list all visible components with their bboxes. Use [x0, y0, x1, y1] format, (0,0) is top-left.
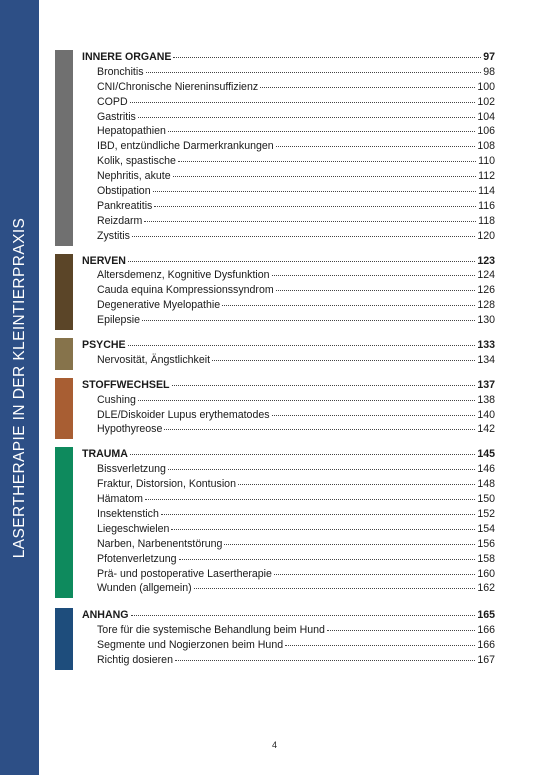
entry-page-number: 166: [477, 624, 495, 637]
entry-page-number: 150: [477, 493, 495, 506]
dot-leader: [144, 221, 476, 222]
entry-page-number: 152: [477, 507, 495, 520]
toc-entry[interactable]: [82, 124, 495, 139]
page-number: 4: [271, 740, 277, 750]
toc-entry[interactable]: [82, 653, 495, 668]
entry-label: Nervosität, Ängstlichkeit: [97, 353, 211, 366]
entry-label: TRAUMA: [82, 448, 128, 461]
toc-entry[interactable]: [82, 169, 495, 184]
toc-section-innere-organe: [55, 50, 495, 244]
entry-page-number: 104: [477, 110, 495, 123]
entry-label: Tore für die systemische Behandlung beim Hund: [97, 624, 325, 637]
toc-entry[interactable]: [82, 283, 495, 298]
dot-leader: [272, 415, 476, 416]
dot-leader: [128, 345, 476, 346]
toc-entry[interactable]: [82, 110, 495, 125]
entry-label: COPD: [97, 95, 128, 108]
dot-leader: [130, 102, 476, 103]
dot-leader: [272, 275, 476, 276]
entry-page-number: 97: [483, 51, 495, 63]
entry-page-number: 102: [477, 95, 495, 108]
section-heading[interactable]: [82, 254, 495, 269]
entry-label: Richtig dosieren: [97, 653, 173, 666]
toc-entry[interactable]: [82, 313, 495, 328]
toc-entry[interactable]: [82, 65, 495, 80]
entry-label: PSYCHE: [82, 339, 126, 352]
entry-label: Hämatom: [97, 493, 143, 506]
section-color-bar: [55, 254, 73, 330]
toc-entry[interactable]: [82, 268, 495, 283]
entry-label: IBD, entzündliche Darmerkrankungen: [97, 140, 274, 153]
toc-entry[interactable]: [82, 567, 495, 582]
dot-leader: [224, 544, 475, 545]
dot-leader: [130, 454, 475, 455]
entry-label: NERVEN: [82, 254, 126, 267]
dot-leader: [194, 588, 476, 589]
entry-label: Prä- und postoperative Lasertherapie: [97, 567, 272, 580]
section-heading[interactable]: [82, 378, 495, 393]
sidebar: [0, 0, 39, 775]
dot-leader: [138, 117, 475, 118]
toc-entry[interactable]: [82, 462, 495, 477]
entry-page-number: 140: [477, 408, 495, 421]
entry-page-number: 116: [478, 199, 495, 212]
entry-page-number: 142: [477, 423, 495, 436]
toc-entry[interactable]: [82, 393, 495, 408]
entry-label: Bissverletzung: [97, 463, 166, 476]
entry-page-number: 128: [477, 299, 495, 312]
entry-label: Nephritis, akute: [97, 170, 171, 183]
dot-leader: [168, 131, 475, 132]
dot-leader: [146, 72, 482, 73]
section-color-bar: [55, 338, 73, 370]
entry-label: Narben, Narbenentstörung: [97, 537, 223, 550]
entry-page-number: 106: [477, 125, 495, 138]
dot-leader: [161, 514, 475, 515]
toc-section-stoffwechsel: [55, 378, 495, 438]
table-of-contents: [55, 40, 495, 668]
entry-page-number: 112: [478, 170, 495, 183]
toc-entry[interactable]: [82, 552, 495, 567]
entry-page-number: 145: [477, 448, 495, 461]
toc-section-psyche: [55, 338, 495, 368]
toc-section-trauma: [55, 447, 495, 596]
entry-label: INNERE ORGANE: [82, 51, 172, 63]
dot-leader: [145, 499, 475, 500]
dot-leader: [222, 305, 475, 306]
entry-page-number: 160: [477, 567, 495, 580]
dot-leader: [276, 146, 476, 147]
entry-page-number: 126: [477, 284, 495, 297]
entry-page-number: 166: [477, 639, 495, 652]
section-heading[interactable]: [82, 608, 495, 623]
entry-label: Segmente und Nogierzonen beim Hund: [97, 639, 284, 652]
dot-leader: [212, 360, 475, 361]
toc-section-nerven: [55, 254, 495, 328]
entry-page-number: 108: [477, 140, 495, 153]
dot-leader: [138, 400, 475, 401]
section-heading[interactable]: [82, 338, 495, 353]
dot-leader: [131, 615, 476, 616]
entry-label: Bronchitis: [97, 65, 144, 78]
entry-label: STOFFWECHSEL: [82, 378, 170, 391]
toc-entry[interactable]: [82, 581, 495, 596]
toc-entry[interactable]: [82, 298, 495, 313]
entry-label: Kolik, spastische: [97, 155, 176, 168]
dot-leader: [327, 630, 475, 631]
entry-page-number: 165: [477, 609, 495, 622]
entry-label: DLE/Diskoider Lupus erythematodes: [97, 408, 270, 421]
dot-leader: [274, 574, 475, 575]
toc-section-anhang: [55, 608, 495, 668]
dot-leader: [132, 236, 475, 237]
dot-leader: [171, 529, 475, 530]
entry-page-number: 154: [477, 522, 495, 535]
toc-entry[interactable]: [82, 492, 495, 507]
toc-entry[interactable]: [82, 638, 495, 653]
entry-page-number: 98: [483, 65, 495, 78]
toc-entry[interactable]: [82, 623, 495, 638]
entry-label: Cushing: [97, 393, 136, 406]
toc-entry[interactable]: [82, 507, 495, 522]
dot-leader: [175, 660, 475, 661]
toc-entry[interactable]: [82, 353, 495, 368]
toc-entry[interactable]: [82, 229, 495, 244]
entry-label: Reizdarm: [97, 214, 143, 227]
toc-entry[interactable]: [82, 214, 495, 229]
dot-leader: [179, 559, 476, 560]
toc-entry[interactable]: [82, 522, 495, 537]
dot-leader: [172, 385, 476, 386]
section-color-bar: [55, 50, 73, 246]
entry-label: Altersdemenz, Kognitive Dysfunktion: [97, 269, 270, 282]
dot-leader: [154, 206, 476, 207]
section-color-bar: [55, 608, 73, 670]
section-color-bar: [55, 447, 73, 598]
section-color-bar: [55, 378, 73, 440]
entry-page-number: 124: [477, 269, 495, 282]
entry-page-number: 120: [477, 229, 495, 242]
dot-leader: [260, 87, 475, 88]
dot-leader: [168, 469, 475, 470]
dot-leader: [173, 57, 481, 58]
entry-page-number: 156: [477, 537, 495, 550]
toc-entry[interactable]: [82, 477, 495, 492]
dot-leader: [238, 484, 475, 485]
section-heading[interactable]: [82, 447, 495, 462]
entry-label: Hypothyreose: [97, 423, 163, 436]
entry-page-number: 162: [477, 582, 495, 595]
entry-page-number: 146: [477, 463, 495, 476]
dot-leader: [178, 161, 476, 162]
entry-label: CNI/Chronische Niereninsuffizienz: [97, 80, 259, 93]
toc-entry[interactable]: [82, 80, 495, 95]
entry-page-number: 123: [477, 254, 495, 267]
entry-label: Degenerative Myelopathie: [97, 299, 221, 312]
entry-label: Wunden (allgemein): [97, 582, 192, 595]
toc-entry[interactable]: [82, 154, 495, 169]
toc-entry[interactable]: [82, 184, 495, 199]
entry-label: Fraktur, Distorsion, Kontusion: [97, 478, 236, 491]
toc-entry[interactable]: [82, 95, 495, 110]
entry-page-number: 134: [477, 353, 495, 366]
entry-page-number: 137: [477, 378, 495, 391]
entry-page-number: 158: [477, 552, 495, 565]
toc-entry[interactable]: [82, 422, 495, 437]
toc-entry[interactable]: [82, 537, 495, 552]
book-title: LASERTHERAPIE IN DER KLEINTIERPRAXIS: [11, 217, 28, 559]
entry-page-number: 148: [477, 478, 495, 491]
entry-page-number: 100: [477, 80, 495, 93]
entry-label: Obstipation: [97, 185, 151, 198]
dot-leader: [285, 645, 475, 646]
entry-label: Pankreatitis: [97, 199, 153, 212]
entry-label: Epilepsie: [97, 314, 140, 327]
entry-label: Pfotenverletzung: [97, 552, 177, 565]
toc-entry[interactable]: [82, 199, 495, 214]
dot-leader: [164, 429, 475, 430]
entry-page-number: 110: [478, 155, 495, 168]
entry-label: Zystitis: [97, 229, 130, 242]
entry-label: Hepatopathien: [97, 125, 166, 138]
dot-leader: [153, 191, 477, 192]
section-heading[interactable]: [82, 50, 495, 65]
entry-page-number: 114: [478, 185, 495, 198]
entry-page-number: 138: [477, 393, 495, 406]
entry-page-number: 133: [477, 339, 495, 352]
entry-label: Gastritis: [97, 110, 136, 123]
dot-leader: [276, 290, 476, 291]
toc-entry[interactable]: [82, 139, 495, 154]
toc-entry[interactable]: [82, 408, 495, 423]
entry-page-number: 167: [477, 653, 495, 666]
entry-label: Insektenstich: [97, 507, 159, 520]
entry-page-number: 118: [478, 214, 495, 227]
entry-label: Cauda equina Kompressionssyndrom: [97, 284, 274, 297]
entry-label: Liegeschwielen: [97, 522, 170, 535]
dot-leader: [142, 320, 475, 321]
entry-page-number: 130: [477, 314, 495, 327]
dot-leader: [173, 176, 477, 177]
entry-label: ANHANG: [82, 609, 129, 622]
dot-leader: [128, 261, 475, 262]
